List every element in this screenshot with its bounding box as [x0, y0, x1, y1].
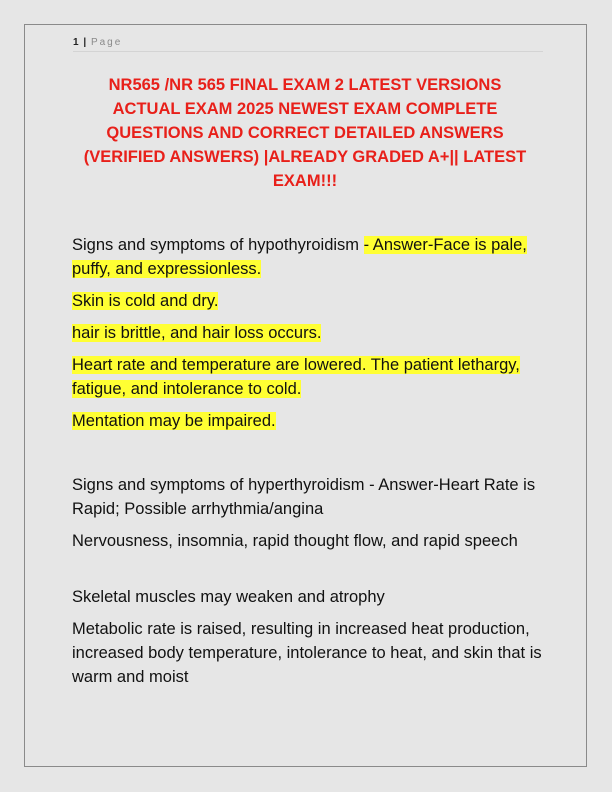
document-title: NR565 /NR 565 FINAL EXAM 2 LATEST VERSIONS ACTUAL EXAM 2025 NEWEST EXAM COMPLETE QUESTIONS AND CORRECT DETAILED ANSWERS (VERIFIED ANSWERS) |ALREADY GRADED A+|| LATEST EXAM!!! — [83, 76, 527, 190]
hypothyroidism-answer: - Answer-Face is pale, puffy, and expressionless. — [72, 236, 527, 278]
page-label: Page — [90, 37, 123, 48]
hypothyroidism-line-text: hair is brittle, and hair loss occurs. — [72, 324, 322, 342]
hyperthyroidism-line: Skeletal muscles may weaken and atrophy — [72, 588, 385, 606]
hypothyroidism-line — [72, 409, 542, 433]
page-separator: | — [83, 37, 87, 48]
hypothyroidism-question — [72, 233, 542, 281]
hyperthyroidism-question: Signs and symptoms of hyperthyroidism - Answer-Heart Rate is Rapid; Possible arrhythmia/angina — [72, 476, 536, 518]
page-number: 1 — [73, 37, 79, 48]
hypothyroidism-line-text: Mentation may be impaired. — [72, 412, 276, 430]
document-page — [24, 24, 587, 767]
hypothyroidism-line-text: Skin is cold and dry. — [72, 292, 219, 310]
hypothyroidism-line — [72, 321, 542, 345]
hypothyroidism-line — [72, 289, 542, 313]
hypothyroidism-question-text: Signs and symptoms of hypothyroidism — [72, 236, 364, 254]
hyperthyroidism-line: Nervousness, insomnia, rapid thought flow, and rapid speech — [72, 532, 518, 550]
hypothyroidism-line-text: Heart rate and temperature are lowered. The patient lethargy, fatigue, and intolerance to cold. — [72, 356, 520, 398]
hyperthyroidism-line: Metabolic rate is raised, resulting in increased heat production, increased body temperature, intolerance to heat, and skin that is warm and moist — [72, 620, 542, 686]
page-header — [73, 37, 543, 52]
hypothyroidism-line — [72, 353, 542, 401]
